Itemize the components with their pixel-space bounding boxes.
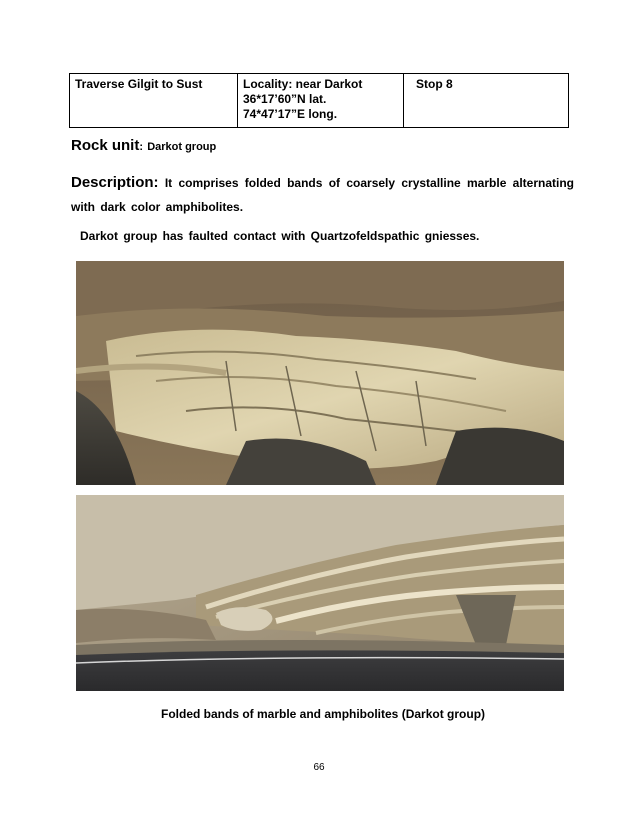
stop-cell [404,74,569,128]
longitude-line: 74*47’17”E long. [243,107,338,121]
page-number: 66 [313,762,325,773]
locality-line: Locality: near Darkot [243,77,363,91]
locality-table [69,73,569,128]
rock-unit-line [71,137,216,154]
outcrop-photo-top [76,261,564,485]
outcrop-photo-bottom [76,495,564,691]
description-label: Description: [71,174,159,191]
description-paragraph [71,171,574,219]
locality-cell [238,74,404,128]
rock-unit-label: Rock unit [71,137,140,154]
traverse-text: Traverse Gilgit to Sust [75,77,203,91]
traverse-cell [70,74,238,128]
photo-caption: Folded bands of marble and amphibolites (Darkot group) [161,707,486,721]
rock-unit-value: Darkot group [147,141,217,153]
description-text: It comprises folded bands of coarsely crystalline marble alternating with dark color amphibolites. [71,176,575,214]
contact-paragraph: Darkot group has faulted contact with Quartzofeldspathic gniesses. [80,229,480,243]
rock-unit-separator: : [139,141,144,153]
latitude-line: 36*17’60”N lat. [243,92,327,106]
stop-text: Stop 8 [416,77,453,91]
